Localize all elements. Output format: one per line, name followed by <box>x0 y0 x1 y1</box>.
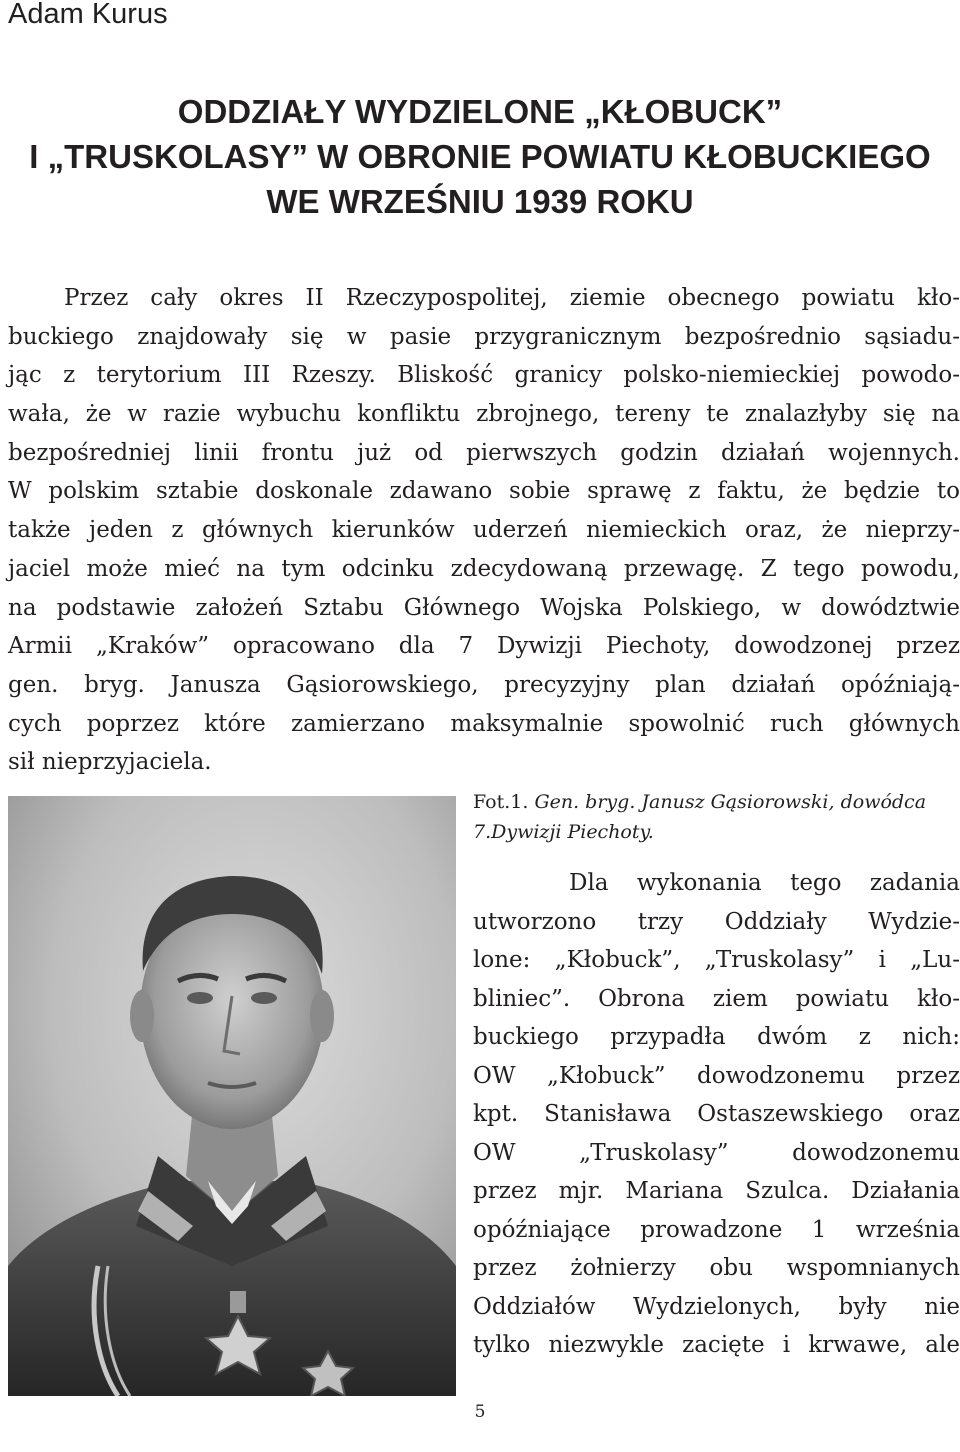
page-number: 5 <box>474 1402 486 1422</box>
author-name: Adam Kurus <box>8 0 168 30</box>
caption-text: Gen. bryg. Janusz Gąsiorowski, dowódca <box>534 791 927 813</box>
title-line: WE WRZEŚNIU 1939 ROKU <box>266 183 694 220</box>
body-line: gen. bryg. Janusza Gąsiorowskiego, precyzyjny plan działań opóźniają- <box>8 671 960 698</box>
photo-caption <box>473 787 960 847</box>
body-line: W polskim sztabie doskonale zdawano sobie sprawę z faktu, że będzie to <box>8 478 960 505</box>
portrait-photo <box>8 796 456 1396</box>
right-line: kpt. Stanisława Ostaszewskiego oraz <box>473 1101 960 1127</box>
body-line: jaciel może mieć na tym odcinku zdecydowaną przewagę. Z tego powodu, <box>8 555 960 582</box>
body-line: sił nieprzyjaciela. <box>8 749 212 776</box>
body-line: Przez cały okres II Rzeczypospolitej, ziemie obecnego powiatu kło- <box>64 285 960 311</box>
right-line: przez mjr. Mariana Szulca. Działania <box>473 1178 960 1204</box>
body-line: cych poprzez które zamierzano maksymalnie spowolnić ruch głównych <box>8 710 960 737</box>
right-line: tylko niezwykle zacięte i krwawe, ale <box>473 1332 960 1358</box>
right-line: Dla wykonania tego zadania <box>569 870 960 896</box>
title-line: ODDZIAŁY WYDZIELONE „KŁOBUCK” <box>177 93 783 130</box>
body-line: także jeden z głównych kierunków uderzeń niemieckich oraz, że nieprzy- <box>8 517 960 544</box>
body-line: na podstawie założeń Sztabu Głównego Wojska Polskiego, w dowództwie <box>8 594 960 621</box>
right-column-paragraph <box>473 864 960 1365</box>
caption-line <box>473 787 960 817</box>
right-line: OW „Truskolasy” dowodzonemu <box>473 1139 960 1166</box>
body-line: wała, że w razie wybuchu konfliktu zbrojnego, tereny te znalazłyby się na <box>8 401 960 428</box>
portrait-illustration <box>8 796 456 1396</box>
right-line: utworzono trzy Oddziały Wydzie- <box>473 908 960 935</box>
body-line: buckiego znajdowały się w pasie przygranicznym bezpośrednio sąsiadu- <box>8 323 960 350</box>
right-line: przez żołnierzy obu wspomnianych <box>473 1255 960 1281</box>
right-line: lone: „Kłobuck”, „Truskolasy” i „Lu- <box>473 947 960 973</box>
body-line: jąc z terytorium III Rzeszy. Bliskość granicy polsko-niemieckiej powodo- <box>8 362 960 389</box>
body-paragraph <box>8 279 960 782</box>
caption-line: 7.Dywizji Piechoty. <box>473 821 654 843</box>
caption-prefix: Fot.1. <box>473 791 529 813</box>
right-line: OW „Kłobuck” dowodzonemu przez <box>473 1062 960 1089</box>
body-line: Armii „Kraków” opracowano dla 7 Dywizji Piechoty, dowodzonej przez <box>8 633 960 660</box>
title-line: I „TRUSKOLASY” W OBRONIE POWIATU KŁOBUCKIEGO <box>29 138 931 175</box>
right-line: buckiego przypadła dwóm z nich: <box>473 1024 960 1050</box>
article-title <box>0 89 960 224</box>
right-line: opóźniające prowadzone 1 września <box>473 1216 960 1243</box>
body-line: bezpośredniej linii frontu już od pierwszych godzin działań wojennych. <box>8 439 960 466</box>
right-line: bliniec”. Obrona ziem powiatu kło- <box>473 985 960 1012</box>
right-line: Oddziałów Wydzielonych, były nie <box>473 1293 960 1320</box>
